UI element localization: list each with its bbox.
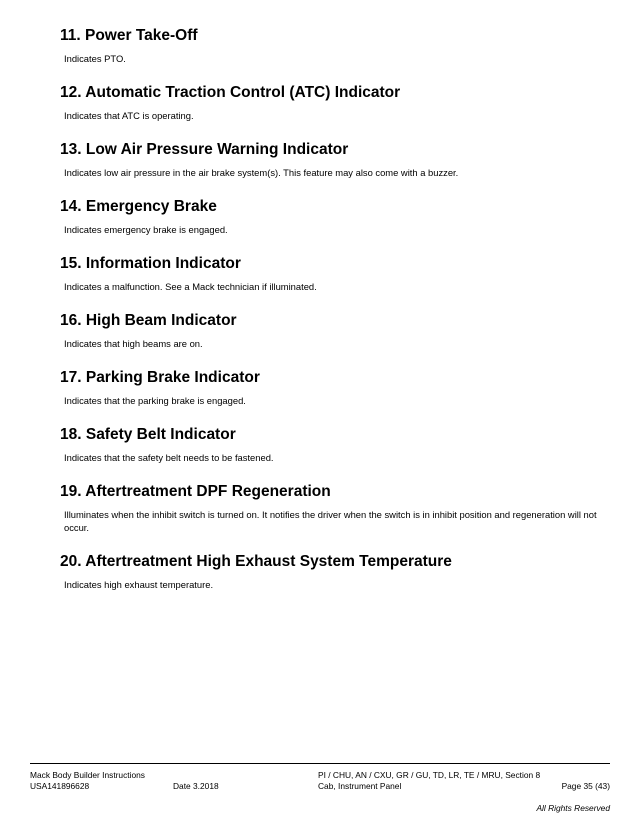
section-atc-indicator bbox=[60, 83, 620, 122]
section-high-beam-indicator bbox=[60, 311, 620, 350]
section-description: Illuminates when the inhibit switch is turned on. It notifies the driver when the switch is in inhibit position and regeneration will not occur. bbox=[64, 509, 597, 533]
section-heading: 19. Aftertreatment DPF Regeneration bbox=[60, 483, 331, 500]
section-information-indicator bbox=[60, 254, 620, 293]
section-description: Indicates emergency brake is engaged. bbox=[64, 224, 228, 235]
section-description: Indicates PTO. bbox=[64, 53, 126, 64]
section-heading: 11. Power Take-Off bbox=[60, 27, 198, 44]
section-heading: 18. Safety Belt Indicator bbox=[60, 426, 236, 443]
section-parking-brake-indicator bbox=[60, 368, 620, 407]
section-emergency-brake bbox=[60, 197, 620, 236]
section-heading: 17. Parking Brake Indicator bbox=[60, 369, 260, 386]
section-dpf-regeneration bbox=[60, 482, 620, 534]
section-heading: 16. High Beam Indicator bbox=[60, 312, 237, 329]
section-description: Indicates a malfunction. See a Mack technician if illuminated. bbox=[64, 281, 317, 292]
section-low-air-pressure bbox=[60, 140, 620, 179]
section-description: Indicates that ATC is operating. bbox=[64, 110, 194, 121]
footer-page-number: Page 35 (43) bbox=[561, 781, 610, 791]
footer-row-2 bbox=[30, 781, 610, 798]
section-high-exhaust-temperature bbox=[60, 552, 620, 591]
section-power-take-off bbox=[60, 26, 620, 65]
section-heading: 15. Information Indicator bbox=[60, 255, 241, 272]
footer-chapter: Cab, Instrument Panel bbox=[318, 781, 402, 791]
section-safety-belt-indicator bbox=[60, 425, 620, 464]
document-body bbox=[60, 26, 620, 609]
footer-models: PI / CHU, AN / CXU, GR / GU, TD, LR, TE / MRU, Section 8 bbox=[318, 770, 541, 780]
footer-rights: All Rights Reserved bbox=[536, 803, 610, 813]
page-footer bbox=[30, 763, 610, 813]
section-description: Indicates low air pressure in the air brake system(s). This feature may also come with a buzzer. bbox=[64, 167, 459, 178]
footer-doc-number: USA141896628 bbox=[30, 781, 90, 791]
section-heading: 13. Low Air Pressure Warning Indicator bbox=[60, 141, 349, 158]
section-description: Indicates that high beams are on. bbox=[64, 338, 203, 349]
section-heading: 20. Aftertreatment High Exhaust System Temperature bbox=[60, 553, 452, 570]
section-heading: 14. Emergency Brake bbox=[60, 198, 217, 215]
section-description: Indicates high exhaust temperature. bbox=[64, 579, 214, 590]
section-description: Indicates that the parking brake is engaged. bbox=[64, 395, 246, 406]
section-description: Indicates that the safety belt needs to be fastened. bbox=[64, 452, 274, 463]
footer-date: Date 3.2018 bbox=[173, 781, 219, 791]
section-heading: 12. Automatic Traction Control (ATC) Indicator bbox=[60, 84, 401, 101]
footer-doc-title: Mack Body Builder Instructions bbox=[30, 770, 145, 780]
